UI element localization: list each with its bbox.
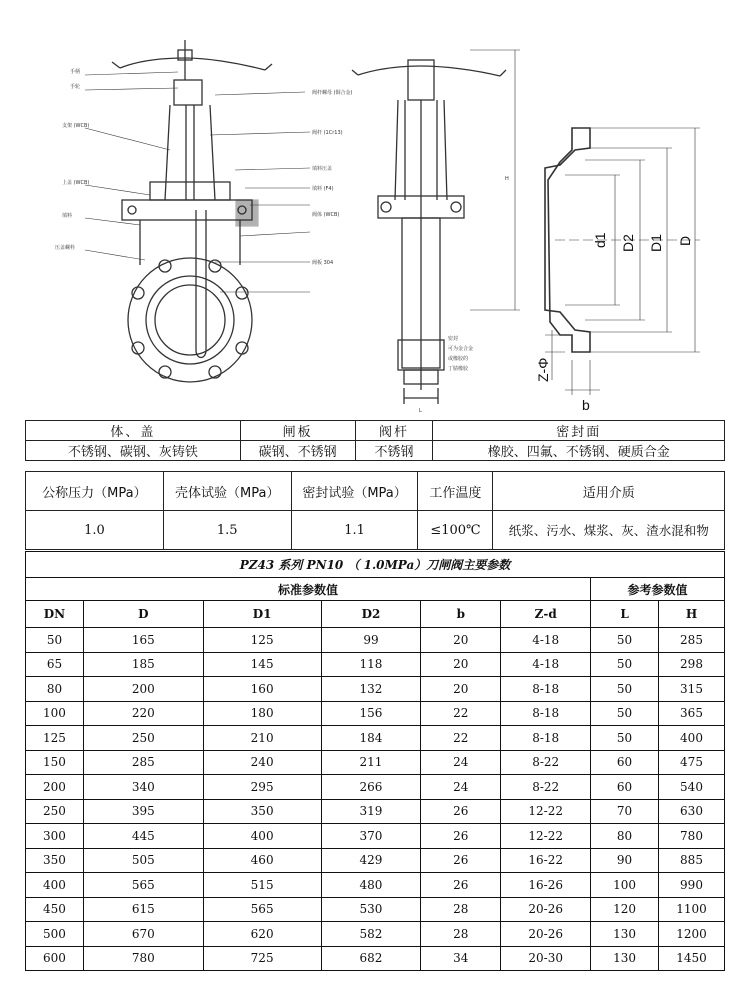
cell: 28 bbox=[421, 922, 501, 947]
cell: 150 bbox=[26, 750, 84, 775]
cell: 319 bbox=[321, 799, 421, 824]
materials-value-body: 不锈钢、碳钢、灰铸铁 bbox=[26, 441, 241, 461]
cell: 130 bbox=[591, 922, 659, 947]
cell: 365 bbox=[659, 701, 725, 726]
cell: 210 bbox=[203, 726, 321, 751]
table-row bbox=[26, 726, 725, 751]
cell: 24 bbox=[421, 750, 501, 775]
cell: 118 bbox=[321, 652, 421, 677]
cell: 990 bbox=[659, 873, 725, 898]
pressure-value-row bbox=[26, 511, 725, 550]
cell: 211 bbox=[321, 750, 421, 775]
cell: 132 bbox=[321, 677, 421, 702]
materials-value-stem: 不锈钢 bbox=[355, 441, 433, 461]
label-stem-nut: 阀杆螺母 (铜合金) bbox=[312, 90, 353, 96]
cell: 780 bbox=[659, 824, 725, 849]
cell: 500 bbox=[26, 922, 84, 947]
label-gland-bolt: 压盖螺栓 bbox=[55, 245, 76, 251]
table-row bbox=[26, 799, 725, 824]
cell: 120 bbox=[591, 897, 659, 922]
cell: 125 bbox=[26, 726, 84, 751]
params-group-row bbox=[26, 578, 725, 601]
cell: 600 bbox=[26, 946, 84, 971]
cell: 80 bbox=[26, 677, 84, 702]
params-body bbox=[26, 628, 725, 971]
cell: 130 bbox=[591, 946, 659, 971]
cell: 505 bbox=[83, 848, 203, 873]
cell: 4-18 bbox=[501, 628, 591, 653]
dim-D1: D1 bbox=[648, 234, 664, 252]
cell: 34 bbox=[421, 946, 501, 971]
table-row bbox=[26, 897, 725, 922]
cell: 8-22 bbox=[501, 775, 591, 800]
cell: 315 bbox=[659, 677, 725, 702]
cell: 250 bbox=[26, 799, 84, 824]
label-packing-f4: 填料 (F4) bbox=[312, 186, 334, 192]
label-body: 阀体 (WCB) bbox=[312, 212, 340, 218]
pressure-value-temp: ≤100℃ bbox=[418, 511, 493, 550]
label-seal-2: 可为金合金 bbox=[448, 346, 474, 352]
cell: 540 bbox=[659, 775, 725, 800]
cell: 80 bbox=[591, 824, 659, 849]
materials-header-body: 体、盖 bbox=[26, 421, 241, 441]
cell: 20 bbox=[421, 628, 501, 653]
cell: 200 bbox=[26, 775, 84, 800]
cell: 1100 bbox=[659, 897, 725, 922]
col-b: b bbox=[421, 601, 501, 628]
cell: 16-26 bbox=[501, 873, 591, 898]
cell: 620 bbox=[203, 922, 321, 947]
table-row bbox=[26, 848, 725, 873]
cell: 50 bbox=[591, 652, 659, 677]
cell: 165 bbox=[83, 628, 203, 653]
cell: 22 bbox=[421, 701, 501, 726]
table-row bbox=[26, 628, 725, 653]
dim-Z: Z-Φ bbox=[535, 357, 551, 382]
cell: 100 bbox=[26, 701, 84, 726]
label-gate: 阀板 304 bbox=[312, 260, 334, 266]
materials-value-row bbox=[26, 441, 725, 461]
cell: 285 bbox=[659, 628, 725, 653]
dim-d1: d1 bbox=[592, 232, 608, 248]
cell: 300 bbox=[26, 824, 84, 849]
cell: 295 bbox=[203, 775, 321, 800]
cell: 99 bbox=[321, 628, 421, 653]
cell: 20-26 bbox=[501, 897, 591, 922]
pressure-header-shell-test: 壳体试验（MPa） bbox=[163, 472, 291, 511]
cell: 156 bbox=[321, 701, 421, 726]
cell: 475 bbox=[659, 750, 725, 775]
cell: 26 bbox=[421, 824, 501, 849]
cell: 240 bbox=[203, 750, 321, 775]
pressure-table bbox=[25, 471, 725, 550]
cell: 460 bbox=[203, 848, 321, 873]
params-group-reference: 参考参数值 bbox=[591, 578, 725, 601]
pressure-header-nominal: 公称压力（MPa） bbox=[26, 472, 164, 511]
materials-table bbox=[25, 420, 725, 461]
col-d: D bbox=[83, 601, 203, 628]
label-bonnet: 上盖 (WCB) bbox=[62, 180, 90, 186]
cell: 145 bbox=[203, 652, 321, 677]
cell: 26 bbox=[421, 848, 501, 873]
cell: 20-26 bbox=[501, 922, 591, 947]
col-h: H bbox=[659, 601, 725, 628]
cell: 100 bbox=[591, 873, 659, 898]
cell: 12-22 bbox=[501, 824, 591, 849]
col-d2: D2 bbox=[321, 601, 421, 628]
params-title-row bbox=[26, 552, 725, 578]
cell: 725 bbox=[203, 946, 321, 971]
cell: 20 bbox=[421, 652, 501, 677]
label-packing: 填料 bbox=[62, 213, 73, 219]
cell: 450 bbox=[26, 897, 84, 922]
cell: 429 bbox=[321, 848, 421, 873]
label-bracket: 支架 (WCB) bbox=[62, 123, 90, 129]
col-dn: DN bbox=[26, 601, 84, 628]
cell: 1450 bbox=[659, 946, 725, 971]
cell: 125 bbox=[203, 628, 321, 653]
pressure-header-temp: 工作温度 bbox=[418, 472, 493, 511]
table-row bbox=[26, 750, 725, 775]
table-row bbox=[26, 873, 725, 898]
dim-H: H bbox=[505, 176, 509, 182]
label-seal: 密封 bbox=[448, 336, 459, 342]
cell: 480 bbox=[321, 873, 421, 898]
dim-D2: D2 bbox=[620, 234, 636, 252]
pressure-value-seal-test: 1.1 bbox=[291, 511, 418, 550]
materials-value-seal: 橡胶、四氟、不锈钢、硬质合金 bbox=[433, 441, 725, 461]
cell: 370 bbox=[321, 824, 421, 849]
cell: 16-22 bbox=[501, 848, 591, 873]
pressure-value-nominal: 1.0 bbox=[26, 511, 164, 550]
cell: 185 bbox=[83, 652, 203, 677]
table-row bbox=[26, 824, 725, 849]
cell: 515 bbox=[203, 873, 321, 898]
cell: 530 bbox=[321, 897, 421, 922]
cell: 50 bbox=[591, 677, 659, 702]
pressure-header-media: 适用介质 bbox=[493, 472, 725, 511]
cell: 565 bbox=[203, 897, 321, 922]
cell: 298 bbox=[659, 652, 725, 677]
cell: 160 bbox=[203, 677, 321, 702]
col-z-d: Z-d bbox=[501, 601, 591, 628]
cell: 200 bbox=[83, 677, 203, 702]
cell: 220 bbox=[83, 701, 203, 726]
cell: 445 bbox=[83, 824, 203, 849]
valve-drawing bbox=[0, 0, 750, 418]
cell: 8-22 bbox=[501, 750, 591, 775]
cell: 8-18 bbox=[501, 701, 591, 726]
table-row bbox=[26, 701, 725, 726]
cell: 60 bbox=[591, 750, 659, 775]
cell: 4-18 bbox=[501, 652, 591, 677]
label-stem: 阀杆 (1Cr13) bbox=[312, 130, 343, 136]
materials-header-seal: 密封面 bbox=[433, 421, 725, 441]
params-group-standard: 标准参数值 bbox=[26, 578, 591, 601]
materials-header-gate: 闸板 bbox=[240, 421, 355, 441]
table-row bbox=[26, 946, 725, 971]
col-l: L bbox=[591, 601, 659, 628]
cell: 565 bbox=[83, 873, 203, 898]
cell: 50 bbox=[26, 628, 84, 653]
cell: 20 bbox=[421, 677, 501, 702]
front-view bbox=[112, 40, 272, 382]
cell: 350 bbox=[203, 799, 321, 824]
dim-L: L bbox=[419, 408, 422, 414]
dim-b: b bbox=[582, 397, 590, 413]
cell: 400 bbox=[26, 873, 84, 898]
cell: 285 bbox=[83, 750, 203, 775]
cell: 60 bbox=[591, 775, 659, 800]
params-table bbox=[25, 551, 725, 971]
params-title: PZ43 系列 PN10 （ 1.0MPa）刀闸阀主要参数 bbox=[26, 552, 725, 578]
cell: 340 bbox=[83, 775, 203, 800]
cell: 50 bbox=[591, 701, 659, 726]
materials-value-gate: 碳钢、不锈钢 bbox=[240, 441, 355, 461]
flange-view bbox=[545, 128, 700, 395]
materials-header-row bbox=[26, 421, 725, 441]
cell: 65 bbox=[26, 652, 84, 677]
cell: 8-18 bbox=[501, 677, 591, 702]
cell: 12-22 bbox=[501, 799, 591, 824]
label-seal-4: 丁腈橡胶 bbox=[448, 366, 469, 372]
cell: 24 bbox=[421, 775, 501, 800]
cell: 90 bbox=[591, 848, 659, 873]
cell: 400 bbox=[659, 726, 725, 751]
cell: 266 bbox=[321, 775, 421, 800]
cell: 20-30 bbox=[501, 946, 591, 971]
cell: 582 bbox=[321, 922, 421, 947]
pressure-header-seal-test: 密封试验（MPa） bbox=[291, 472, 418, 511]
cell: 1200 bbox=[659, 922, 725, 947]
table-row bbox=[26, 775, 725, 800]
cell: 50 bbox=[591, 628, 659, 653]
params-columns-row bbox=[26, 601, 725, 628]
cell: 780 bbox=[83, 946, 203, 971]
cell: 250 bbox=[83, 726, 203, 751]
cell: 615 bbox=[83, 897, 203, 922]
table-row bbox=[26, 677, 725, 702]
cell: 184 bbox=[321, 726, 421, 751]
side-view bbox=[352, 50, 520, 404]
cell: 400 bbox=[203, 824, 321, 849]
pressure-header-row bbox=[26, 472, 725, 511]
cell: 670 bbox=[83, 922, 203, 947]
label-seal-3: 或橡胶的 bbox=[448, 356, 469, 362]
dim-D: D bbox=[677, 235, 693, 246]
label-handle: 手柄 bbox=[70, 69, 81, 75]
table-row bbox=[26, 922, 725, 947]
cell: 8-18 bbox=[501, 726, 591, 751]
cell: 26 bbox=[421, 799, 501, 824]
table-row bbox=[26, 652, 725, 677]
cell: 70 bbox=[591, 799, 659, 824]
pressure-value-shell-test: 1.5 bbox=[163, 511, 291, 550]
pressure-value-media: 纸浆、污水、煤浆、灰、渣水混和物 bbox=[493, 511, 725, 550]
label-gland: 填料压盖 bbox=[312, 166, 333, 172]
col-d1: D1 bbox=[203, 601, 321, 628]
cell: 28 bbox=[421, 897, 501, 922]
cell: 180 bbox=[203, 701, 321, 726]
cell: 682 bbox=[321, 946, 421, 971]
cell: 350 bbox=[26, 848, 84, 873]
cell: 630 bbox=[659, 799, 725, 824]
cell: 22 bbox=[421, 726, 501, 751]
materials-header-stem: 阀杆 bbox=[355, 421, 433, 441]
cell: 50 bbox=[591, 726, 659, 751]
cell: 26 bbox=[421, 873, 501, 898]
cell: 395 bbox=[83, 799, 203, 824]
label-handwheel: 手轮 bbox=[70, 84, 81, 90]
cell: 885 bbox=[659, 848, 725, 873]
